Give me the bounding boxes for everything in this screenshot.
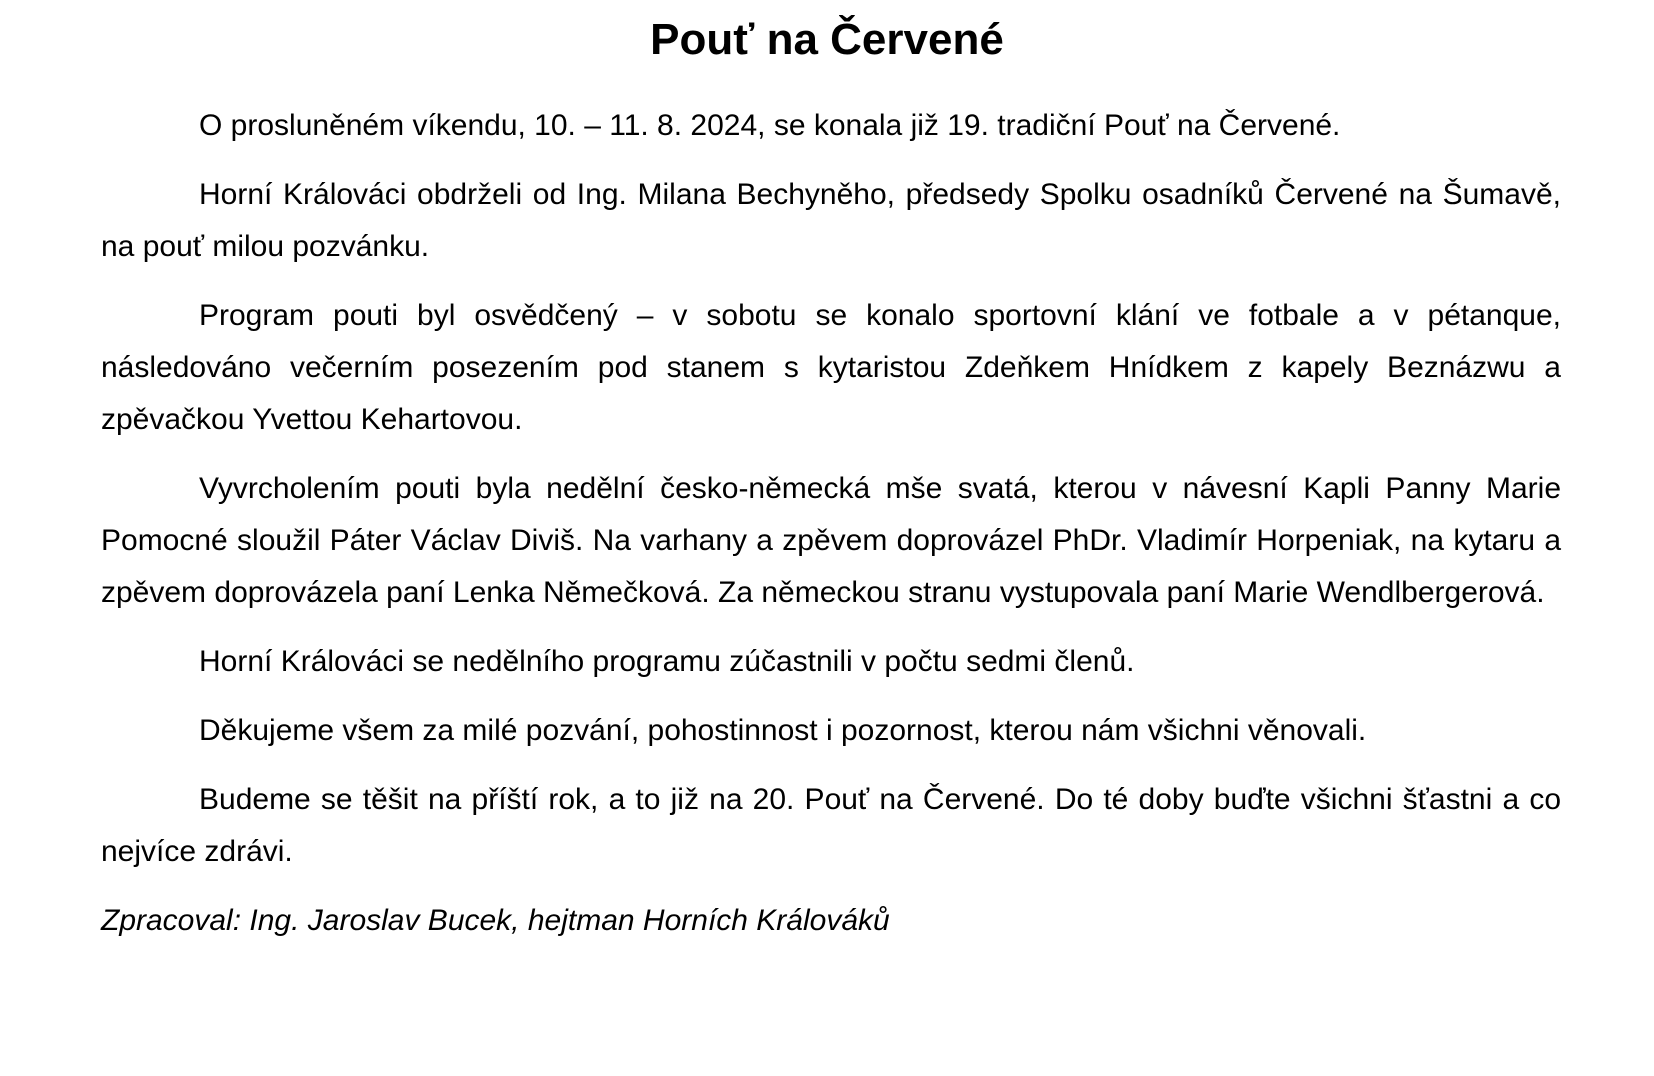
author-signature: Zpracoval: Ing. Jaroslav Bucek, hejtman Horních Králováků bbox=[101, 904, 890, 937]
paragraph-2: Horní Králováci obdrželi od Ing. Milana Bechyněho, předsedy Spolku osadníků Červené na Šumavě, na pouť milou pozvánku. bbox=[101, 178, 1561, 263]
document-title: Pouť na Červené bbox=[650, 15, 1004, 64]
article-body bbox=[101, 100, 1561, 947]
paragraph-5: Horní Králováci se nedělního programu zúčastnili v počtu sedmi členů. bbox=[199, 645, 1135, 678]
paragraph-6: Děkujeme všem za milé pozvání, pohostinnost i pozornost, kterou nám všichni věnovali. bbox=[199, 714, 1367, 747]
paragraph-4: Vyvrcholením pouti byla nedělní česko-německá mše svatá, kterou v návesní Kapli Panny Marie Pomocné sloužil Páter Václav Diviš. Na varhany a zpěvem doprovázel PhDr. Vladimír Horpeniak, na kytaru a zpěvem doprovázela paní Lenka Němečková. Za německou stranu vystupovala paní Marie Wendlbergerová. bbox=[101, 472, 1561, 609]
paragraph-3: Program pouti byl osvědčený – v sobotu se konalo sportovní klání ve fotbale a v pétanque, následováno večerním posezením pod stanem s kytaristou Zdeňkem Hnídkem z kapely Beznázwu a zpěvačkou Yvettou Kehartovou. bbox=[101, 299, 1561, 436]
paragraph-1: O prosluněném víkendu, 10. – 11. 8. 2024, se konala již 19. tradiční Pouť na Červené. bbox=[199, 109, 1341, 142]
paragraph-7: Budeme se těšit na příští rok, a to již na 20. Pouť na Červené. Do té doby buďte všichni šťastni a co nejvíce zdrávi. bbox=[101, 783, 1561, 868]
